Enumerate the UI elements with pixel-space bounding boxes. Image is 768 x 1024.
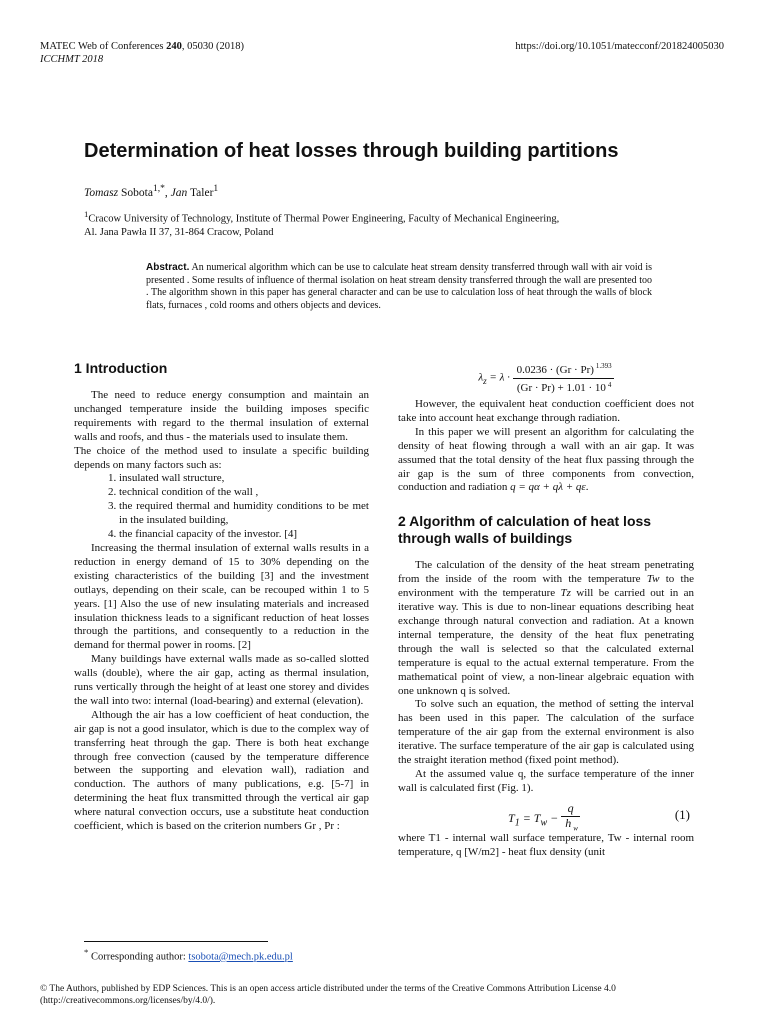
eq1-h: h	[565, 815, 572, 830]
eq-den-text: (Gr · Pr) + 1.01 · 10	[516, 382, 606, 395]
eq-lambda-symbol: λ	[478, 371, 484, 384]
license-notice: © The Authors, published by EDP Sciences. This is an open access article distributed under the terms of the Creative Commons Attribution License 4.0 (http://creativecommons.org/licenses/by/4.0/).	[40, 984, 616, 1006]
journal-line	[40, 40, 244, 53]
affiliation	[84, 208, 644, 240]
right-paragraph-5: At the assumed value q, the surface temperature of the inner wall is calculated first (Fig. 1).	[398, 767, 694, 794]
journal-name: MATEC Web of Conferences	[40, 41, 167, 52]
author-email-link[interactable]: tsobota@mech.pk.edu.pl	[188, 951, 293, 963]
right-paragraph-4: To solve such an equation, the method of setting the interval has been used in this paper. The calculation of the surface temperature of the air gap from the external environment is also iterative. The surface temperature of the air gap is calculated using the straight iteration method (fixed point method).	[398, 698, 694, 767]
affiliation-sup: 1	[84, 209, 89, 219]
factor-list	[74, 472, 369, 542]
right-p2-text: In this paper we will present an algorithm for calculating the density of heat flowing through a wall with an air gap. It was assumed that the total density of the heat flux passing through the air gap is the sum of three components from convection, conduction and radiation	[398, 425, 694, 494]
running-header-left	[40, 40, 244, 66]
eq1-expression	[508, 802, 580, 836]
eq1-denominator	[561, 817, 580, 836]
footnote-text: Corresponding author:	[88, 951, 189, 963]
affiliation-line-2: Al. Jana Pawła II 37, 31-864 Cracow, Poland	[84, 227, 274, 238]
eq-lambda-denominator	[513, 379, 614, 397]
intro-paragraph-4: Many buildings have external walls made as so-called slotted walls (double), where the air gap, acting as thermal insulation, runs vertically through the height of at least one storey and divides the wall into two: internal (load-bearing) and external (elevation).	[74, 653, 369, 707]
intro-paragraph-1: The need to reduce energy consumption and maintain an unchanged temperature inside the building imposes specific requirements with regard to the thermal insulation of external walls and roofs, and thus - the materials used to insulate them.	[74, 389, 369, 443]
left-column	[74, 360, 369, 834]
eq1-t-sub: 1	[514, 817, 520, 828]
intro-paragraph-2: The choice of the method used to insulate a specific building depends on many factors such as:	[74, 444, 369, 471]
eq1-numerator: q	[561, 802, 580, 817]
right-p3-rest: will be carried out in an iterative way. This is due to non-linear equations describing heat exchange through natural convection and radiation. At a known internal temperature, the density of the heat flux penetrating through the wall is selected so that the calculated external temperature is equal to the actual external temperature. From the mathematical point of view, a non-linear algebraic equation with one unknown q is solved.	[398, 587, 694, 697]
footnote-mark: *	[84, 947, 89, 957]
affiliation-line-1: Cracow University of Technology, Institute of Thermal Power Engineering, Faculty of Mechanical Engineering,	[88, 213, 560, 225]
eq1-tw-sub: w	[540, 817, 548, 828]
list-item: 4. the financial capacity of the investor. [4]	[119, 528, 369, 542]
eq-lambda-numerator	[513, 360, 614, 379]
right-paragraph-2	[398, 426, 694, 496]
intro-paragraph-3: Increasing the thermal insulation of external walls results in a reduction in energy demand of 15 to 30% depending on the existing characteristics of the building [3] and the investment outlays, depending on their scale, can be recouped within 1 to 5 years. [1] Also the use of new insulating materials and increased insulation thickness leads to a significant reduction of heat losses through the partitions, and consequently to a reduction in the demand for thermal power in rooms. [2]	[74, 541, 369, 652]
author-list	[84, 183, 218, 199]
abstract	[146, 262, 652, 312]
right-paragraph-3	[398, 559, 694, 698]
journal-volume: 240	[166, 41, 182, 52]
author-separator: ,	[164, 186, 171, 199]
list-item: 1. insulated wall structure,	[119, 472, 369, 486]
right-p3-mid: to the environment with the temperature	[398, 573, 694, 600]
eq-den-sup: 4	[607, 380, 612, 389]
author-1-first: Tomasz	[84, 186, 119, 199]
doi-link[interactable]: https://doi.org/10.1051/matecconf/201824005030	[515, 41, 724, 52]
section-2-heading: 2 Algorithm of calculation of heat loss through walls of buildings	[398, 513, 652, 547]
list-item: 3. the required thermal and humidity conditions to be met in the insulated building,	[119, 500, 369, 528]
symbol-tw: Tw	[646, 573, 660, 586]
eq-num-text: 0.0236 · (Gr · Pr)	[516, 363, 594, 376]
eq-lambda-equals: = λ ·	[486, 371, 513, 384]
footnote-rule	[84, 941, 268, 942]
right-p2-end: .	[585, 481, 589, 494]
author-2-last: Taler	[187, 186, 214, 199]
paper-title: Determination of heat losses through building partitions	[84, 140, 619, 162]
equation-lambda	[398, 360, 694, 398]
list-item: 2. technical condition of the wall ,	[119, 486, 369, 500]
author-1-last: Sobota	[118, 186, 153, 199]
journal-article-number: , 05030 (2018)	[181, 41, 244, 52]
footnote	[84, 947, 293, 963]
right-p2-equation: q = qα + qλ + qε	[510, 481, 586, 494]
author-2-first: Jan	[170, 186, 188, 199]
author-1-sup: 1,*	[152, 183, 165, 194]
eq1-fraction	[561, 802, 580, 836]
abstract-text: An numerical algorithm which can be use to calculate heat stream density transferred through wall with air void is presented . Some results of influence of thermal isolation on heat stream density transferred through the wall are presented too . The algorithm shown in this paper has general character and can be use to calculation loss of heat through the walls of block flats, furnaces , cold rooms and others objects and devices.	[146, 262, 652, 311]
eq1-minus: −	[547, 810, 562, 825]
eq1-t: T	[508, 810, 515, 825]
eq-lambda-fraction	[513, 360, 614, 396]
author-2-sup: 1	[213, 183, 219, 194]
conference-name: ICCHMT 2018	[40, 54, 104, 65]
symbol-tz: Tz	[560, 587, 571, 600]
right-paragraph-6: where T1 - internal wall surface temperature, Tw - internal room temperature, q [W/m2] - heat flux density (unit	[398, 831, 694, 858]
abstract-label: Abstract.	[146, 262, 190, 273]
right-p3-text: The calculation of the density of the heat stream penetrating from the inside of the room with the temperature	[398, 559, 694, 586]
eq-num-sup: 1.393	[595, 362, 612, 370]
eq-lambda-sub: z	[483, 375, 487, 386]
right-column	[398, 360, 694, 860]
equation-number: (1)	[674, 806, 690, 822]
equation-1	[398, 796, 694, 832]
eq1-h-sub: w	[573, 824, 578, 833]
eq1-tw: = T	[519, 810, 541, 825]
right-paragraph-1: However, the equivalent heat conduction coefficient does not take into account heat exchange through radiation.	[398, 398, 694, 424]
section-1-heading: 1 Introduction	[74, 360, 168, 376]
intro-paragraph-5: Although the air has a low coefficient of heat conduction, the air gap is not a good insulator, which is due to the complex way of transferring heat through the gap. There is both heat exchange through free convection (caused by the temperature difference between the supporting and elevation wall), radiation and conduction. The authors of many publications, e.g. [5-7] in determining the heat flux transmitted through the vertical air gap where natural convection occurs, use a substitute heat conduction coefficient, which is based on the criterion numbers Gr , Pr :	[74, 708, 369, 833]
